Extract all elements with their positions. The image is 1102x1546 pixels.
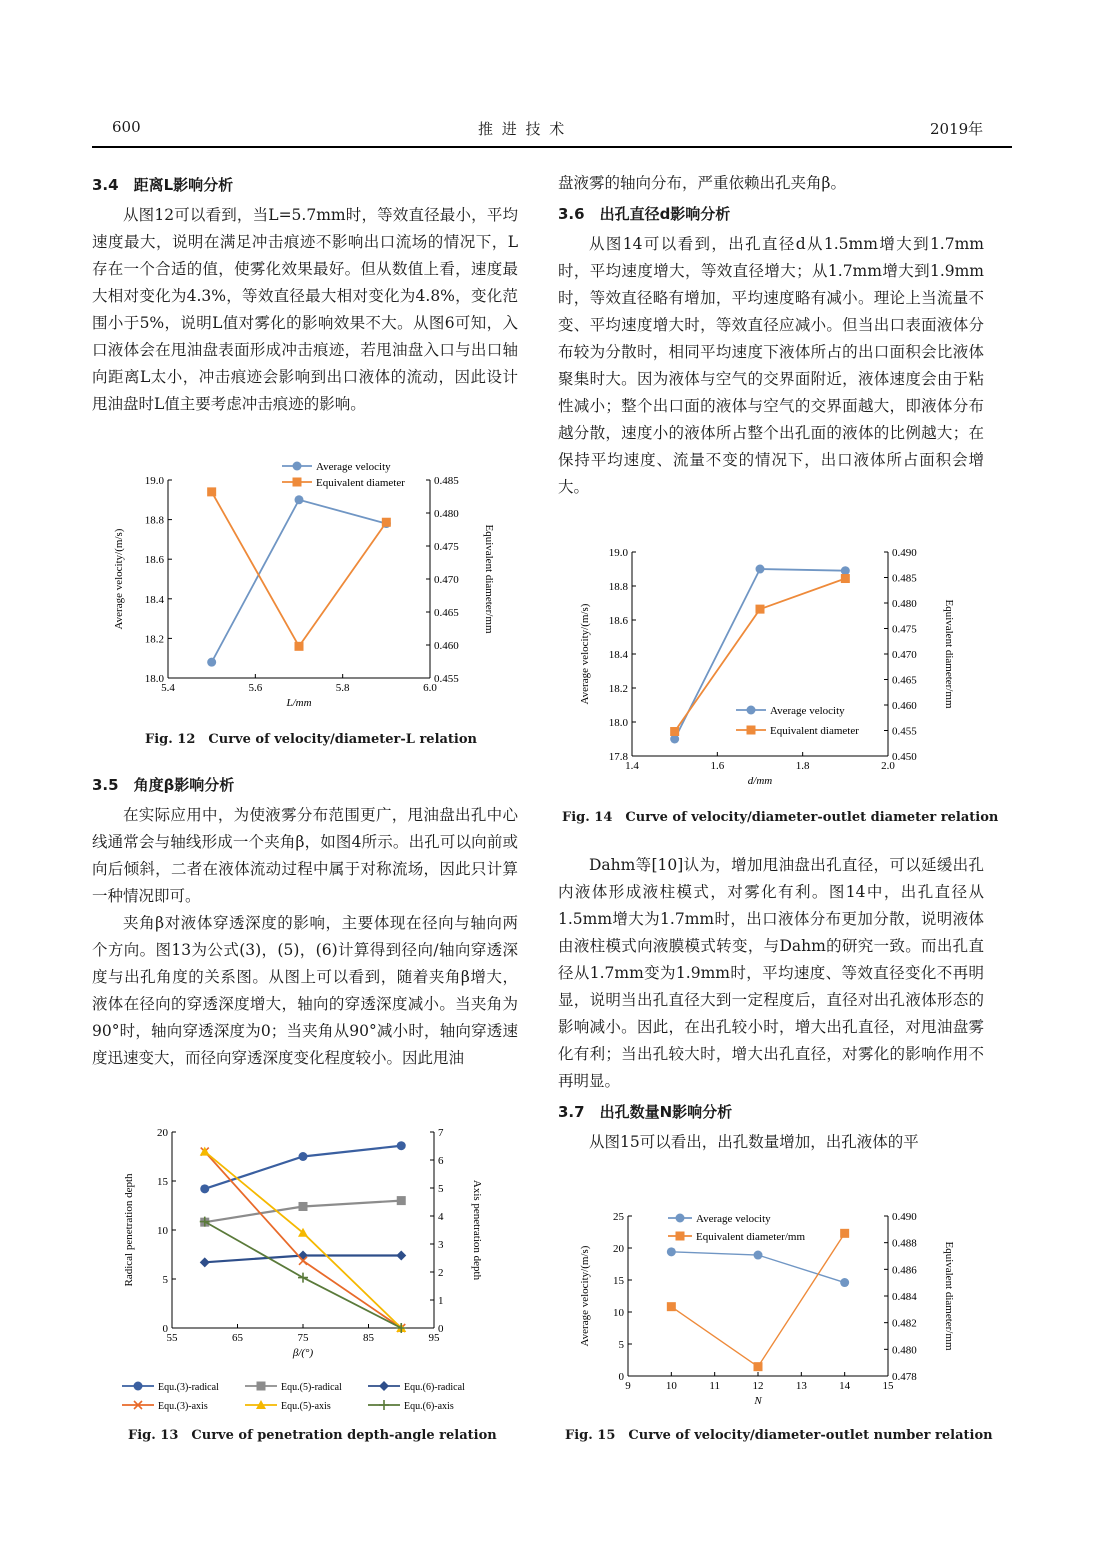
data-point-1-3 [840,1278,849,1287]
y2-tick-label: 0.455 [434,673,459,685]
data-point-3-1 [200,1257,210,1267]
y2-tick-label: 0.470 [434,574,459,586]
y2-tick-label: 0.478 [892,1371,917,1383]
y2-tick-label: 0 [438,1323,444,1335]
legend-marker-2 [676,1232,685,1241]
legend-label-3: Equ.(6)-radical [404,1382,465,1393]
y2-tick-label: 0.475 [892,623,917,636]
legend-marker-2 [747,726,756,735]
y-tick-label: 0 [162,1323,168,1335]
data-point-2-3 [397,1196,406,1205]
right-column-b [558,852,984,1156]
figure-12-caption: Fig. 12 Curve of velocity/diameter-L relation [145,732,477,747]
data-point-1-3 [397,1141,406,1150]
x-axis-label: β/(°) [292,1347,314,1359]
x-tick-label: 9 [625,1380,631,1392]
y-axis-label: Average velocity/(m/s) [113,528,125,630]
legend-label-2: Equivalent diameter/mm [696,1231,806,1243]
data-point-2-3 [840,1229,849,1238]
series-line-1 [212,500,387,662]
y-tick-label: 17.8 [608,751,628,763]
legend-label-2: Equ.(5)-radical [281,1382,342,1393]
x-tick-label: 1.6 [710,760,725,772]
y2-tick-label: 0.455 [892,725,917,738]
x-tick-label: 85 [363,1332,374,1344]
x-tick-label: 5.4 [161,682,175,694]
section-3-7-text: 从图15可以看出，出孔数量增加，出孔液体的平 [589,1133,919,1151]
data-point-1-2 [299,1152,308,1161]
x-tick-label: 65 [232,1332,243,1344]
legend-marker-2 [293,478,302,487]
y2-tick-label: 0.485 [892,572,917,585]
data-point-2-2 [299,1202,308,1211]
data-point-2-2 [756,605,765,614]
legend-label-1: Average velocity [770,705,845,717]
y-tick-label: 19.0 [608,547,628,559]
y-tick-label: 10 [157,1225,168,1237]
y-tick-label: 15 [613,1275,624,1287]
y2-tick-label: 4 [438,1211,444,1223]
x-axis-label: L/mm [286,697,312,709]
y-tick-label: 18.8 [608,581,628,593]
y2-tick-label: 0.475 [434,541,459,553]
x-tick-label: 14 [839,1380,851,1392]
legend-label-1: Average velocity [696,1213,771,1225]
data-point-6-2 [298,1273,308,1283]
figure-14-caption: Fig. 14 Curve of velocity/diameter-outlet diameter relation [562,810,999,825]
x-tick-label: 95 [428,1332,440,1344]
x-axis-label: d/mm [747,775,773,787]
legend-marker-2 [257,1382,266,1391]
section-3-6-text: 从图14可以看到，出孔直径d从1.5mm增大到1.7mm时，平均速度增大，等效直径增大；从1.7mm增大到1.9mm时，等效直径略有增加，平均速度略有减小。理论上当流量不变、平均速度增大时，等效直径应减小。但当出口表面液体分布较为分散时，相同平均速度下液体所占的出口面积会比液体聚集时大。因为液体与空气的交界面附近，液体速度会由于粘性减小；整个出口面的液体与空气的交界面越大，即液体分布越分散，速度小的液体所占整个出孔面的液体的比例越大；在保持平均速度、流量不变的情况下，出口液体所占面积会增大。 [558,235,984,496]
data-point-2-2 [754,1362,763,1371]
y-tick-label: 19.0 [144,475,164,487]
page-number: 600 [112,118,141,136]
legend-marker-1 [676,1214,685,1223]
legend-label-5: Equ.(5)-axis [281,1401,331,1412]
x-tick-label: 13 [795,1380,807,1392]
legend-marker-1 [747,706,756,715]
y2-axis-label: Equivalent diameter/mm [943,1241,955,1351]
legend-marker-1 [134,1382,143,1391]
y-tick-label: 5 [618,1339,624,1351]
y-tick-label: 18.4 [608,649,628,661]
y2-tick-label: 0.470 [892,649,917,661]
legend-label-1: Average velocity [316,461,391,473]
y2-tick-label: 0.465 [434,607,459,619]
data-point-1-2 [754,1251,763,1260]
y-tick-label: 18.0 [144,673,164,685]
y-tick-label: 18.2 [608,683,628,695]
data-point-1-1 [200,1184,209,1193]
legend-marker-6 [379,1400,389,1410]
y2-tick-label: 0.480 [434,508,459,520]
right-column [558,170,984,501]
y2-tick-label: 0.450 [892,751,917,763]
data-point-3-3 [396,1250,406,1260]
section-3-6-text-b: Dahm等[10]认为，增加甩油盘出孔直径，可以延缓出孔内液体形成液柱模式，对雾化有利。图14中，出孔直径从1.5mm增大为1.7mm时，出口液体分布更加分散，说明液体由液柱模式向液膜模式转变，与Dahm的研究一致。而出孔直径从1.7mm变为1.9mm时，平均速度、等效直径变化不再明显，说明当出孔直径大到一定程度后，直径对出孔液体形态的影响减小。因此，在出孔较小时，增大出孔直径，对甩油盘雾化有利；当出孔较大时，增大出孔直径，对雾化的影响作用不再明显。 [558,856,984,1090]
y2-tick-label: 7 [438,1127,444,1139]
data-point-2-1 [670,727,679,736]
journal-title: 推 进 技 术 [478,120,567,138]
y-tick-label: 18.6 [144,554,164,567]
figure-15-chart [566,1204,986,1414]
figure-15-caption: Fig. 15 Curve of velocity/diameter-outlet number relation [565,1428,993,1443]
y2-tick-label: 0.465 [892,674,917,687]
y2-tick-label: 0.482 [892,1317,917,1330]
continuation-text: 盘液雾的轴向分布，严重依赖出孔夹角β。 [558,174,846,192]
legend-label-4: Equ.(3)-axis [158,1401,208,1412]
x-tick-label: 10 [665,1380,677,1392]
y2-tick-label: 0.460 [892,700,917,712]
y2-tick-label: 6 [438,1155,444,1167]
y2-tick-label: 0.490 [892,1211,917,1223]
y2-tick-label: 0.480 [892,1344,917,1357]
legend-label-6: Equ.(6)-axis [404,1401,454,1412]
figure-14-chart [566,540,986,802]
x-tick-label: 2.0 [881,760,895,772]
y-tick-label: 0 [618,1371,624,1383]
section-3-7-heading: 3.7 出孔数量N影响分析 [558,1103,733,1121]
year: 2019年 [930,120,984,138]
figure-13-chart [110,1120,510,1420]
x-tick-label: 75 [297,1332,309,1344]
legend-label-2: Equivalent diameter [770,725,859,737]
y2-tick-label: 0.485 [434,475,459,487]
y2-tick-label: 0.486 [892,1264,917,1277]
y2-axis-label: Equivalent diameter/mm [943,599,955,709]
data-point-1-2 [295,495,304,504]
x-tick-label: 11 [709,1380,720,1392]
data-point-1-1 [207,658,216,667]
y2-axis-label: Axis penetration depth [471,1179,483,1281]
data-point-2-3 [841,574,850,583]
y-tick-label: 18.4 [144,593,164,606]
figure-12-chart [100,458,520,720]
x-tick-label: 1.4 [625,760,639,772]
y-tick-label: 18.0 [608,717,628,729]
legend-marker-3 [379,1381,389,1391]
y-tick-label: 20 [613,1243,624,1255]
y2-tick-label: 0.460 [434,640,459,652]
y2-tick-label: 0.484 [892,1291,917,1303]
y-axis-label: Average velocity/(m/s) [579,1245,591,1347]
y2-tick-label: 0.480 [892,598,917,610]
y2-tick-label: 0.490 [892,547,917,559]
legend-label-1: Equ.(3)-radical [158,1382,219,1393]
x-tick-label: 6.0 [423,682,437,694]
section-3-4-heading: 3.4 距离L影响分析 [92,176,234,194]
y-tick-label: 10 [613,1307,624,1319]
data-point-2-2 [295,642,304,651]
series-line-2 [212,492,387,646]
y2-tick-label: 3 [438,1239,444,1251]
legend-marker-1 [293,462,302,471]
x-tick-label: 5.6 [248,682,263,694]
section-3-5-text-a: 在实际应用中，为使液雾分布范围更广，甩油盘出孔中心线通常会与轴线形成一个夹角β，如图4所示。出孔可以向前或向后倾斜，二者在液体流动过程中属于对称流场，因此只计算一种情况即可。 [92,806,518,905]
data-point-2-1 [207,487,216,496]
y-tick-label: 18.2 [144,633,164,646]
y2-axis-label: Equivalent diameter/mm [483,524,495,634]
y-axis-label: Radical penetration depth [123,1173,135,1287]
section-3-5-heading: 3.5 角度β影响分析 [92,776,235,794]
x-tick-label: 15 [882,1380,894,1392]
x-axis-label: N [754,1395,762,1407]
legend-label-2: Equivalent diameter [316,477,405,489]
y-tick-label: 18.6 [608,615,628,627]
y-tick-label: 18.8 [144,514,164,527]
left-column [92,168,518,418]
x-tick-label: 55 [166,1332,178,1344]
figure-13-caption: Fig. 13 Curve of penetration depth-angle relation [128,1428,497,1443]
y-tick-label: 20 [157,1127,168,1139]
x-tick-label: 12 [752,1380,764,1392]
data-point-1-2 [756,565,765,574]
header-rule [92,146,1012,148]
section-3-5-text-b: 夹角β对液体穿透深度的影响，主要体现在径向与轴向两个方向。图13为公式(3)，(5)，(6)计算得到径向/轴向穿透深度与出孔角度的关系图。从图上可以看到，随着夹角β增大，液体在径向的穿透深度增大，轴向的穿透深度减小。当夹角为90°时，轴向穿透深度为0；当夹角从90°减小时，轴向穿透速度迅速变大，而径向穿透深度变化程度较小。因此甩油 [92,914,518,1067]
data-point-1-1 [667,1247,676,1256]
y-tick-label: 15 [157,1176,168,1188]
y-axis-label: Average velocity/(m/s) [579,603,591,705]
data-point-3-2 [298,1250,308,1260]
y2-tick-label: 1 [438,1295,444,1307]
data-point-2-3 [382,518,391,527]
section-3-4-text: 从图12可以看到，当L=5.7mm时，等效直径最小，平均速度最大，说明在满足冲击痕迹不影响出口流场的情况下，L存在一个合适的值，使雾化效果最好。但从数值上看，速度最大相对变化为4.3%，等效直径最大相对变化为4.8%，变化范围小于5%，说明L值对雾化的影响效果不大。从图6可知，入口液体会在甩油盘表面形成冲击痕迹，若甩油盘入口与出口轴向距离L太小，冲击痕迹会影响到出口液体的流动，因此设计甩油盘时L值主要考虑冲击痕迹的影响。 [92,206,518,413]
y-tick-label: 25 [613,1211,624,1223]
x-tick-label: 5.8 [335,682,350,694]
data-point-1-3 [841,566,850,575]
y2-tick-label: 2 [438,1267,444,1279]
section-3-6-heading: 3.6 出孔直径d影响分析 [558,205,731,223]
y2-tick-label: 5 [438,1183,444,1195]
y-tick-label: 5 [162,1274,168,1286]
x-tick-label: 1.8 [795,760,810,772]
y2-tick-label: 0.488 [892,1237,917,1250]
left-column-35 [92,768,518,1072]
data-point-2-1 [667,1302,676,1311]
